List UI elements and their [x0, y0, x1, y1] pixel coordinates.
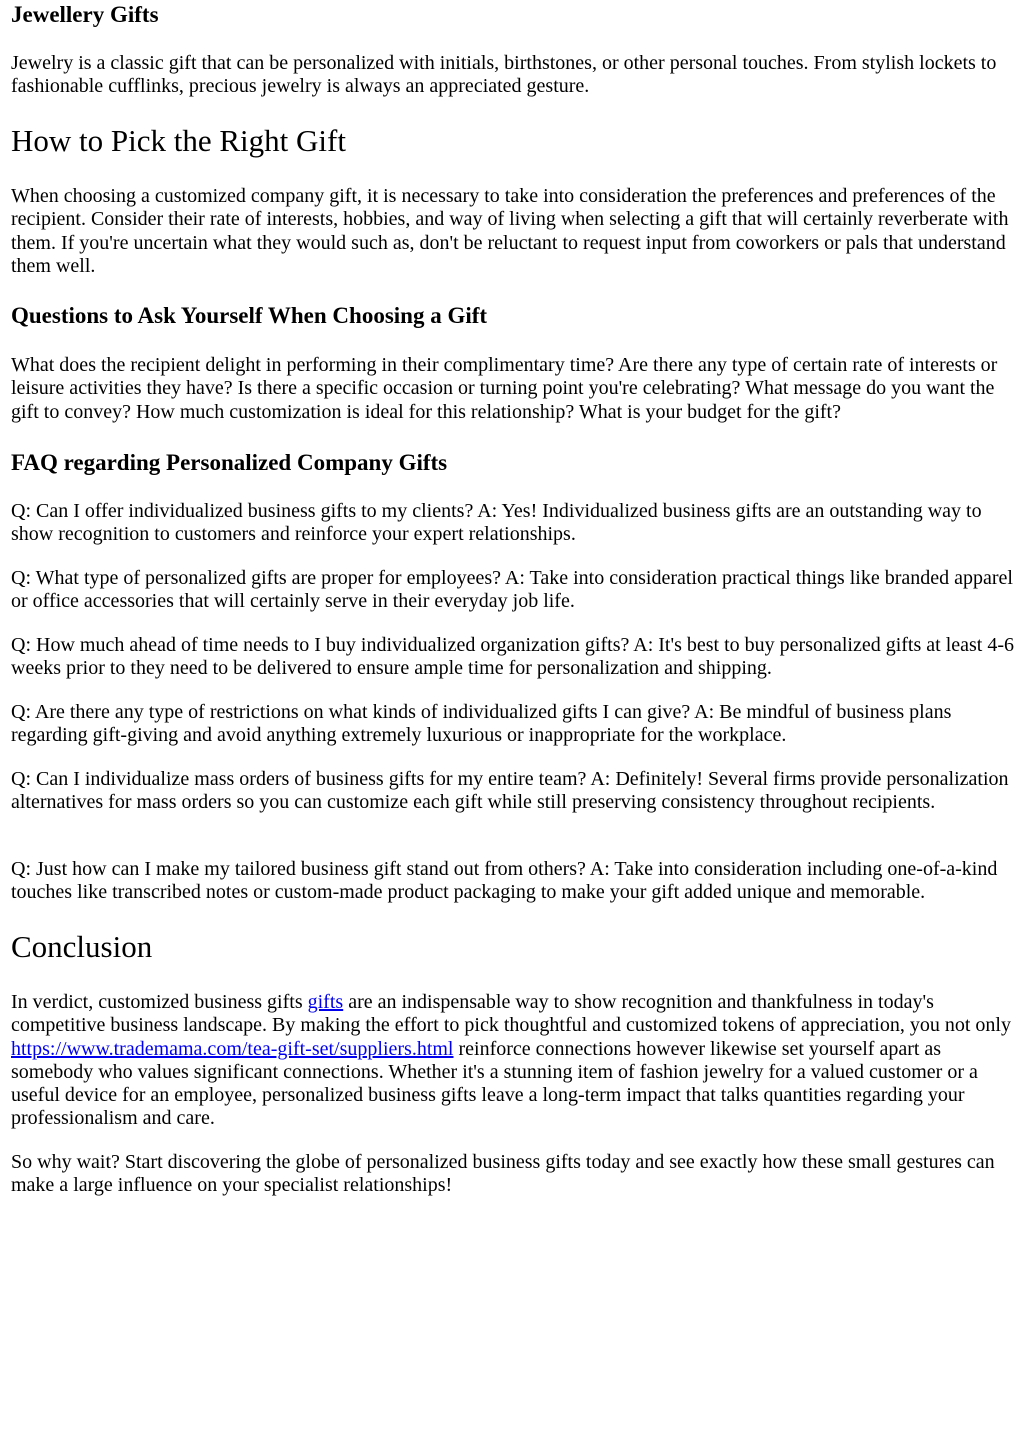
heading-conclusion: Conclusion — [11, 929, 153, 964]
paragraph-jewellery: Jewelry is a classic gift that can be personalized with initials, birthstones, or other personal touches. From stylish lockets to fashionable cufflinks, precious jewelry is always an appreciated gesture. — [11, 52, 997, 98]
faq-item-5: Q: Can I individualize mass orders of business gifts for my entire team? A: Definitely! Several firms provide personalization alternatives for mass orders so you can customize each gift while still preserving consistency throughout recipients. — [11, 768, 1009, 814]
heading-jewellery-gifts: Jewellery Gifts — [11, 2, 159, 27]
trademama-link[interactable]: https://www.trademama.com/tea-gift-set/suppliers.html — [11, 1037, 454, 1060]
gifts-link[interactable]: gifts — [307, 991, 344, 1013]
faq-item-6: Q: Just how can I make my tailored business gift stand out from others? A: Take into consideration including one-of-a-kind touches like transcribed notes or custom-made product packaging to make your gift added unique and memorable. — [11, 858, 998, 904]
heading-faq: FAQ regarding Personalized Company Gifts — [11, 450, 448, 475]
faq-item-1: Q: Can I offer individualized business gifts to my clients? A: Yes! Individualized business gifts are an outstanding way to show recognition to customers and reinforce your expert relationships. — [11, 500, 982, 546]
paragraph-conclusion — [11, 991, 1015, 1131]
paragraph-how-to-pick: When choosing a customized company gift, it is necessary to take into consideration the preferences and preferences of the recipient. Consider their rate of interests, hobbies, and way of living when selecting a gift that will certainly reverberate with them. If you're uncertain what they would such as, don't be reluctant to request input from coworkers or pals that understand them well. — [11, 185, 1009, 277]
conclusion-text-1: In verdict, customized business gifts — [11, 991, 308, 1013]
paragraph-closing: So why wait? Start discovering the globe of personalized business gifts today and see exactly how these small gestures can make a large influence on your specialist relationships! — [11, 1151, 995, 1197]
faq-item-3: Q: How much ahead of time needs to I buy individualized organization gifts? A: It's best to buy personalized gifts at least 4-6 weeks prior to they need to be delivered to ensure ample time for personalization and shipping. — [11, 634, 1014, 680]
faq-item-4: Q: Are there any type of restrictions on what kinds of individualized gifts I can give? A: Be mindful of business plans regarding gift-giving and avoid anything extremely luxurious or inappropriate for the workplace. — [11, 701, 952, 747]
paragraph-questions: What does the recipient delight in performing in their complimentary time? Are there any type of certain rate of interests or leisure activities they have? Is there a specific occasion or turning point you're celebrating? What message do you want the gift to convey? How much customization is ideal for this relationship? What is your budget for the gift? — [11, 354, 998, 423]
conclusion-text-3: reinforce connections however likewise set yourself apart as somebody who values significant connections. Whether it's a stunning item of fashion jewelry for a valued customer or a useful device for an employee, personalized business gifts leave a long-term impact that talks quantities regarding your professionalism and care. — [11, 1037, 978, 1130]
heading-questions: Questions to Ask Yourself When Choosing a Gift — [11, 303, 488, 328]
faq-item-2: Q: What type of personalized gifts are proper for employees? A: Take into consideration practical things like branded apparel or office accessories that will certainly serve in their everyday job life. — [11, 567, 1013, 613]
heading-how-to-pick: How to Pick the Right Gift — [11, 123, 346, 158]
conclusion-text-2: are an indispensable way to show recognition and thankfulness in today's competitive business landscape. By making the effort to pick thoughtful and customized tokens of appreciation, you not only — [11, 991, 1011, 1037]
